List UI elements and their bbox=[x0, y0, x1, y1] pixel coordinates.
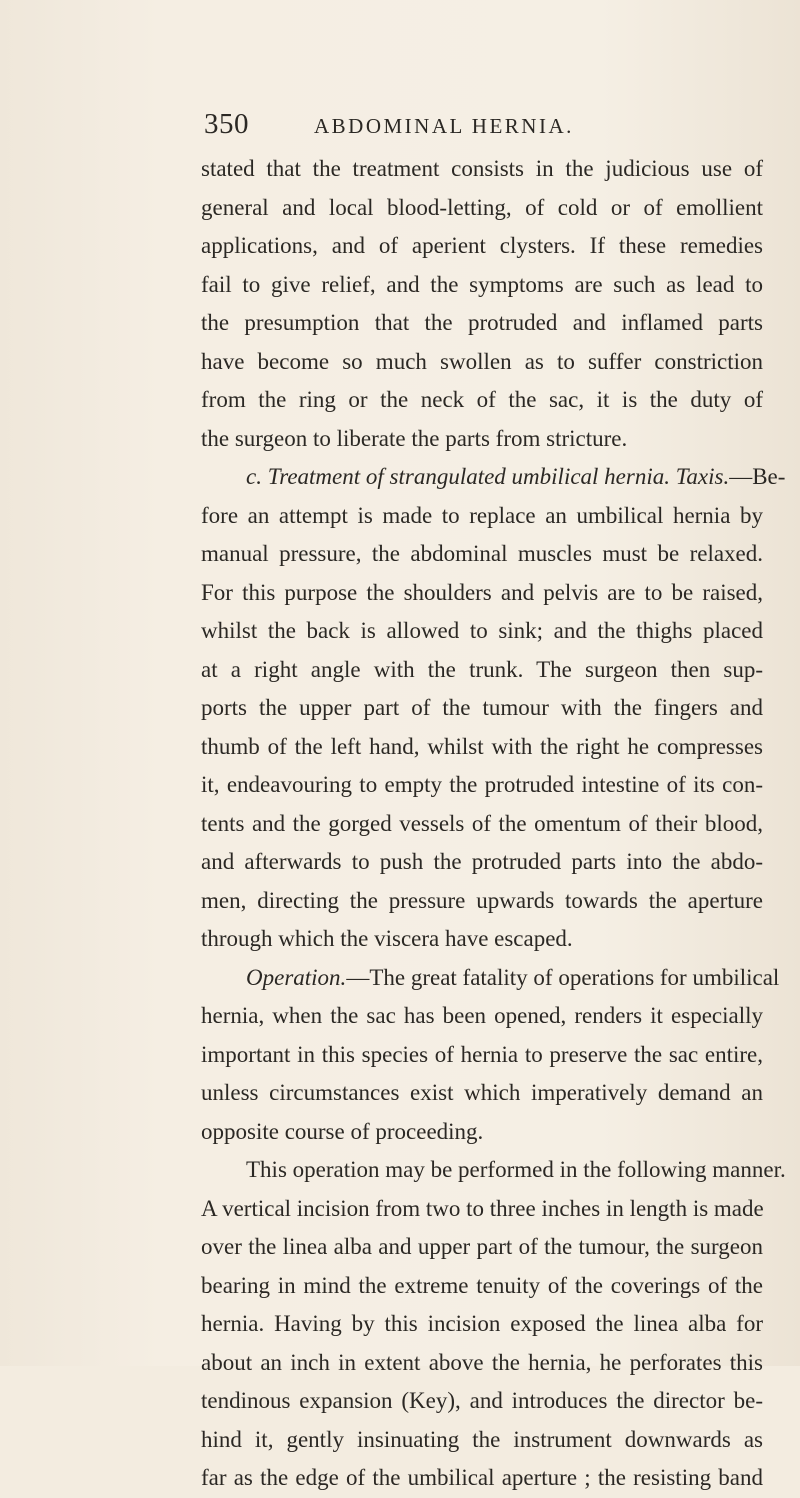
text-line: the surgeon to liberate the parts from stricture. bbox=[201, 425, 628, 451]
text-line: and afterwards to push the protruded parts into the abdo- bbox=[201, 849, 763, 874]
text-line: This operation may be performed in the following manner. bbox=[246, 1157, 786, 1182]
text-line: general and local blood-letting, of cold or of emollient bbox=[201, 194, 763, 220]
text-line: A vertical incision from two to three inches in length is made bbox=[201, 1195, 764, 1221]
section-heading-taxis: c. Treatment of strangulated umbilical hernia. Taxis. bbox=[246, 464, 730, 489]
text-line: at a right angle with the trunk. The surgeon then sup- bbox=[201, 656, 763, 682]
text-line: from the ring or the neck of the sac, it is the duty of bbox=[201, 387, 763, 412]
text-line: men, directing the pressure upwards towards the aperture bbox=[201, 887, 763, 913]
text-line: unless circumstances exist which imperatively demand an bbox=[201, 1080, 763, 1105]
text-line: far as the edge of the umbilical aperture ; the resisting band bbox=[201, 1465, 763, 1490]
text-line: hernia. Having by this incision exposed the linea alba for bbox=[201, 1311, 763, 1336]
text-line: important in this species of hernia to preserve the sac entire, bbox=[201, 1041, 763, 1067]
text-line: hernia, when the sac has been opened, renders it especially bbox=[201, 1003, 763, 1028]
text-line: tents and the gorged vessels of the omentum of their blood, bbox=[201, 810, 763, 836]
text-line: over the linea alba and upper part of the tumour, the surgeon bbox=[201, 1234, 763, 1259]
text-line: opposite course of proceeding. bbox=[201, 1118, 484, 1144]
text-line: fore an attempt is made to replace an umbilical hernia by bbox=[201, 502, 763, 528]
body-text bbox=[201, 150, 786, 1498]
page-header bbox=[204, 108, 764, 142]
page-number: 350 bbox=[204, 108, 249, 140]
text-line: about an inch in extent above the hernia, he perforates this bbox=[201, 1349, 763, 1375]
text-line: hind it, gently insinuating the instrument downwards as bbox=[201, 1426, 763, 1452]
text-line: bearing in mind the extreme tenuity of the coverings of the bbox=[201, 1272, 763, 1298]
text-line: applications, and of aperient clysters. If these remedies bbox=[201, 233, 763, 258]
text-line: it, endeavouring to empty the protruded intestine of its con- bbox=[201, 772, 763, 797]
text-line: whilst the back is allowed to sink; and the thighs placed bbox=[201, 618, 763, 643]
text-line: through which the viscera have escaped. bbox=[201, 926, 573, 951]
text-line: have become so much swollen as to suffer constriction bbox=[201, 348, 763, 374]
text-line: tendinous expansion (Key), and introduces the director be- bbox=[201, 1388, 763, 1413]
text-line: the presumption that the protruded and inflamed parts bbox=[201, 310, 763, 335]
text-line: thumb of the left hand, whilst with the right he compresses bbox=[201, 733, 763, 759]
text-line: fail to give relief, and the symptoms are such as lead to bbox=[201, 271, 763, 297]
text-line: stated that the treatment consists in the judicious use of bbox=[201, 156, 763, 181]
text-line: manual pressure, the abdominal muscles must be relaxed. bbox=[201, 541, 763, 566]
running-head: ABDOMINAL HERNIA. bbox=[314, 114, 574, 138]
section-heading-line: Operation.—The great fatality of operations for umbilical bbox=[246, 964, 780, 990]
section-heading-operation: Operation. bbox=[246, 964, 347, 990]
text-line: For this purpose the shoulders and pelvis are to be raised, bbox=[201, 579, 763, 605]
section-heading-line: c. Treatment of strangulated umbilical hernia. Taxis.—Be- bbox=[246, 464, 786, 489]
text-line: ports the upper part of the tumour with the fingers and bbox=[201, 695, 763, 720]
